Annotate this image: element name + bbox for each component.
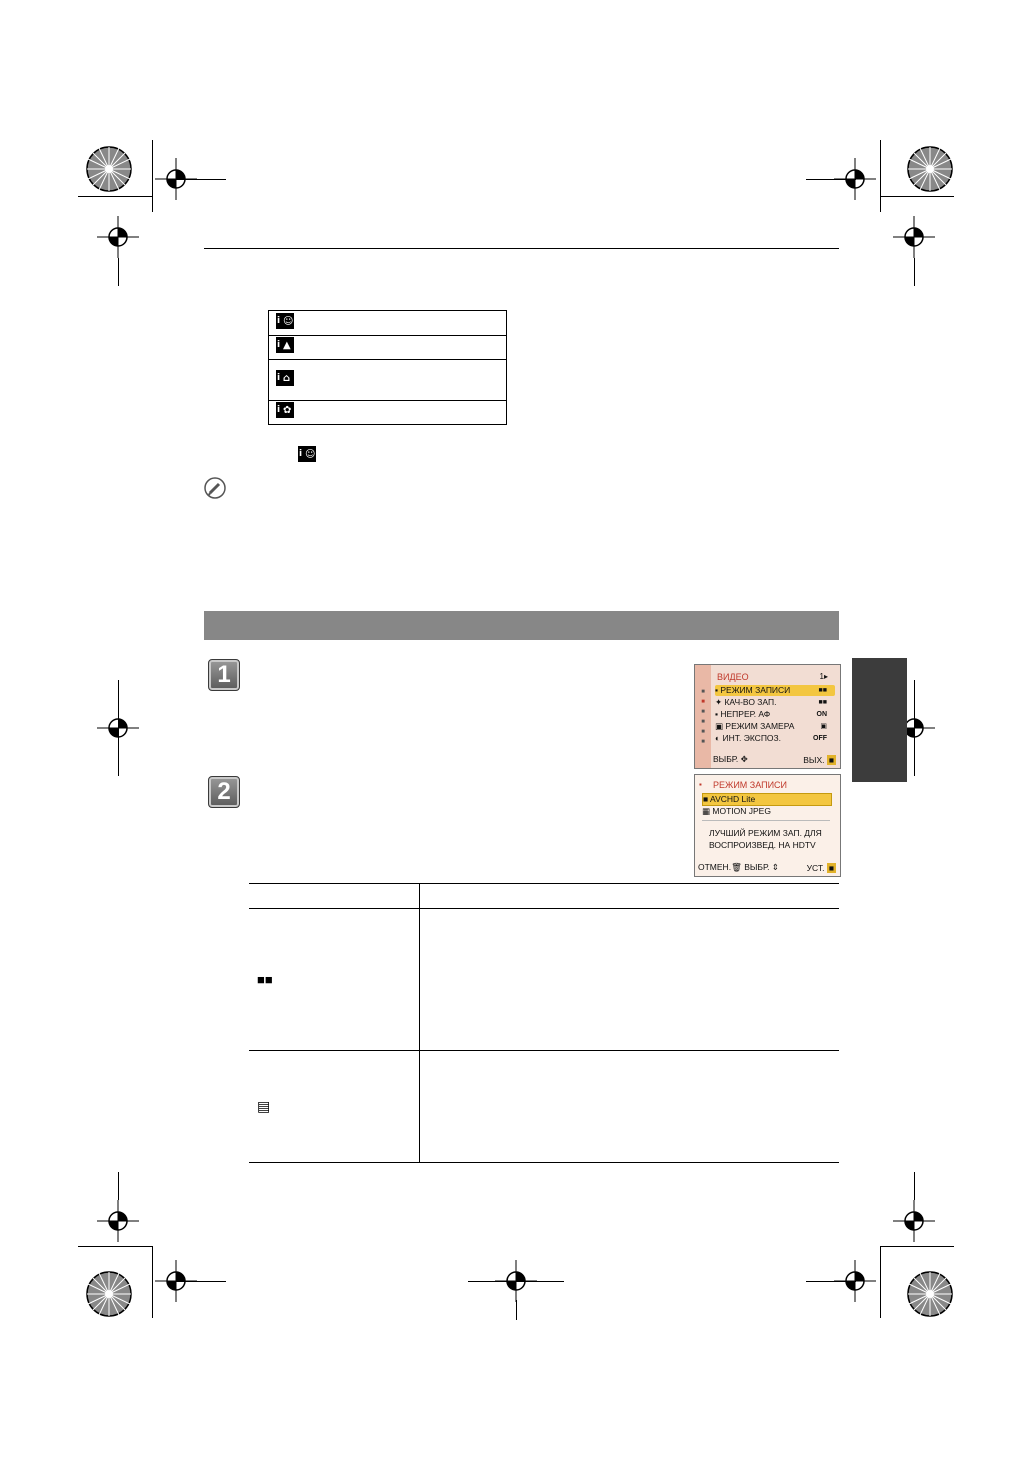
registration-target-top-right bbox=[906, 145, 954, 193]
header-rule bbox=[204, 248, 839, 249]
af-icon: ▪ bbox=[715, 709, 721, 719]
crosshair-mark bbox=[97, 1200, 139, 1242]
crop-line bbox=[880, 1246, 881, 1318]
film-strip-icon: ▦ bbox=[702, 806, 713, 816]
footer-cancel: ОТМЕН.🗑 ВЫБР. ⇕ bbox=[698, 862, 779, 872]
section-heading-bar bbox=[204, 611, 839, 640]
crop-line bbox=[880, 196, 954, 197]
menu-item-value: ON bbox=[816, 711, 827, 718]
crosshair-mark bbox=[893, 216, 935, 258]
crop-line bbox=[806, 179, 856, 180]
step-number-1: 1 bbox=[208, 659, 240, 691]
crop-line bbox=[118, 1172, 119, 1200]
table-row bbox=[249, 909, 839, 1051]
movie-camera-icon: ■ bbox=[703, 794, 711, 804]
crop-line bbox=[880, 1246, 954, 1247]
scene-mode-table bbox=[268, 310, 507, 425]
movie-camera-icon: ■■ bbox=[818, 687, 827, 694]
camera-icon: ■ bbox=[701, 689, 705, 695]
crop-line bbox=[468, 1281, 564, 1282]
crop-line bbox=[152, 1246, 153, 1318]
table-header-row bbox=[249, 884, 839, 909]
menu-item-intelligent-exposure[interactable] bbox=[715, 733, 835, 744]
crop-line bbox=[118, 258, 119, 286]
menu-sidebar bbox=[695, 665, 711, 768]
avchd-movie-camera-icon: ■■ bbox=[257, 971, 273, 987]
crop-line bbox=[914, 258, 915, 286]
crosshair-mark bbox=[893, 1200, 935, 1242]
my-menu-icon: ■ bbox=[701, 729, 705, 735]
crop-line bbox=[78, 196, 152, 197]
menu-item-metering-mode[interactable] bbox=[715, 721, 835, 732]
trash-icon: 🗑 bbox=[731, 862, 742, 872]
menu-footer-exit: ВЫХ. ■ bbox=[803, 755, 834, 765]
table-row bbox=[269, 360, 507, 401]
option-avchd-lite[interactable] bbox=[702, 793, 832, 806]
crop-line bbox=[516, 1300, 517, 1320]
option-label: AVCHD Lite bbox=[710, 794, 756, 804]
registration-target-bottom-left bbox=[85, 1270, 133, 1318]
menu-set-button-icon: ■ bbox=[828, 755, 834, 765]
page-arrow-icon: ▸ bbox=[823, 672, 828, 681]
rec-mode-title: РЕЖИМ ЗАПИСИ bbox=[713, 780, 788, 790]
custom-icon: ■ bbox=[701, 709, 705, 715]
motion-jpeg-film-icon: ▤ bbox=[257, 1097, 271, 1114]
i-scenery-icon: i ▲ bbox=[276, 337, 294, 353]
menu-page-number: 1▸ bbox=[819, 672, 828, 681]
menu-item-label: РЕЖИМ ЗАПИСИ bbox=[720, 685, 791, 695]
metering-icon: ▣ bbox=[715, 721, 726, 731]
crop-line bbox=[176, 179, 226, 180]
menu-item-label: НЕПРЕР. АФ bbox=[720, 709, 771, 719]
menu-item-label: РЕЖИМ ЗАМЕРА bbox=[725, 721, 795, 731]
i-low-light-icon: i ⌂ bbox=[276, 370, 294, 386]
menu-item-label: КАЧ-ВО ЗАП. bbox=[724, 697, 777, 707]
menu-title: ВИДЕО bbox=[717, 672, 749, 682]
i-macro-icon: i ✿ bbox=[276, 402, 294, 418]
crosshair-mark bbox=[97, 216, 139, 258]
recording-mode-table bbox=[249, 883, 839, 1163]
menu-item-value: OFF bbox=[813, 735, 827, 742]
note-pencil-icon bbox=[204, 477, 226, 499]
registration-target-top-left bbox=[85, 145, 133, 193]
menu-item-rec-quality[interactable] bbox=[715, 697, 835, 708]
crop-line bbox=[152, 140, 153, 212]
menu-item-continuous-af[interactable] bbox=[715, 709, 835, 720]
metering-value-icon: ▣ bbox=[820, 723, 827, 730]
video-icon: ■ bbox=[701, 699, 705, 705]
step-number-2: 2 bbox=[208, 776, 240, 808]
wrench-icon: ■ bbox=[701, 719, 705, 725]
crop-line bbox=[880, 140, 881, 212]
crop-line bbox=[176, 1281, 226, 1282]
arrow-icon: ✦ bbox=[715, 697, 725, 707]
playback-icon: ■ bbox=[701, 739, 705, 745]
table-row bbox=[269, 401, 507, 425]
i-portrait-icon: i ☺ bbox=[298, 446, 316, 462]
menu-item-rec-mode[interactable] bbox=[715, 685, 835, 696]
divider bbox=[702, 820, 830, 821]
i-portrait-icon: i ☺ bbox=[276, 313, 294, 329]
option-label: MOTION JPEG bbox=[712, 806, 771, 816]
crop-line bbox=[78, 1246, 152, 1247]
crop-line bbox=[806, 1281, 856, 1282]
registration-target-bottom-right bbox=[906, 1270, 954, 1318]
table-row bbox=[269, 311, 507, 336]
menu-item-label: ИНТ. ЭКСПОЗ. bbox=[722, 733, 782, 743]
crop-line bbox=[914, 1172, 915, 1200]
option-description: ЛУЧШИЙ РЕЖИМ ЗАП. ДЛЯ ВОСПРОИЗВЕД. НА HDTV bbox=[709, 828, 822, 850]
menu-set-button-icon: ■ bbox=[828, 863, 834, 873]
up-down-arrow-icon: ⇕ bbox=[771, 862, 779, 872]
chapter-tab bbox=[852, 658, 907, 782]
option-motion-jpeg[interactable] bbox=[702, 806, 830, 817]
footer-set: УСТ. ■ bbox=[806, 863, 834, 873]
table-row bbox=[269, 336, 507, 360]
dpad-icon: ✥ bbox=[740, 754, 748, 764]
rec-mode-icon: ▪ bbox=[699, 780, 702, 789]
rec-mode-icon: ▪ bbox=[715, 685, 721, 695]
video-menu-screen bbox=[694, 664, 841, 769]
quality-icon: ■■ bbox=[818, 699, 827, 706]
table-header-cell bbox=[420, 884, 840, 909]
crosshair-mark bbox=[97, 707, 139, 749]
rec-mode-screen bbox=[694, 774, 841, 877]
table-row bbox=[249, 1051, 839, 1163]
menu-footer-select: ВЫБР. ✥ bbox=[713, 754, 748, 764]
table-header-cell bbox=[249, 884, 420, 909]
exposure-icon: ◐ bbox=[715, 733, 723, 743]
